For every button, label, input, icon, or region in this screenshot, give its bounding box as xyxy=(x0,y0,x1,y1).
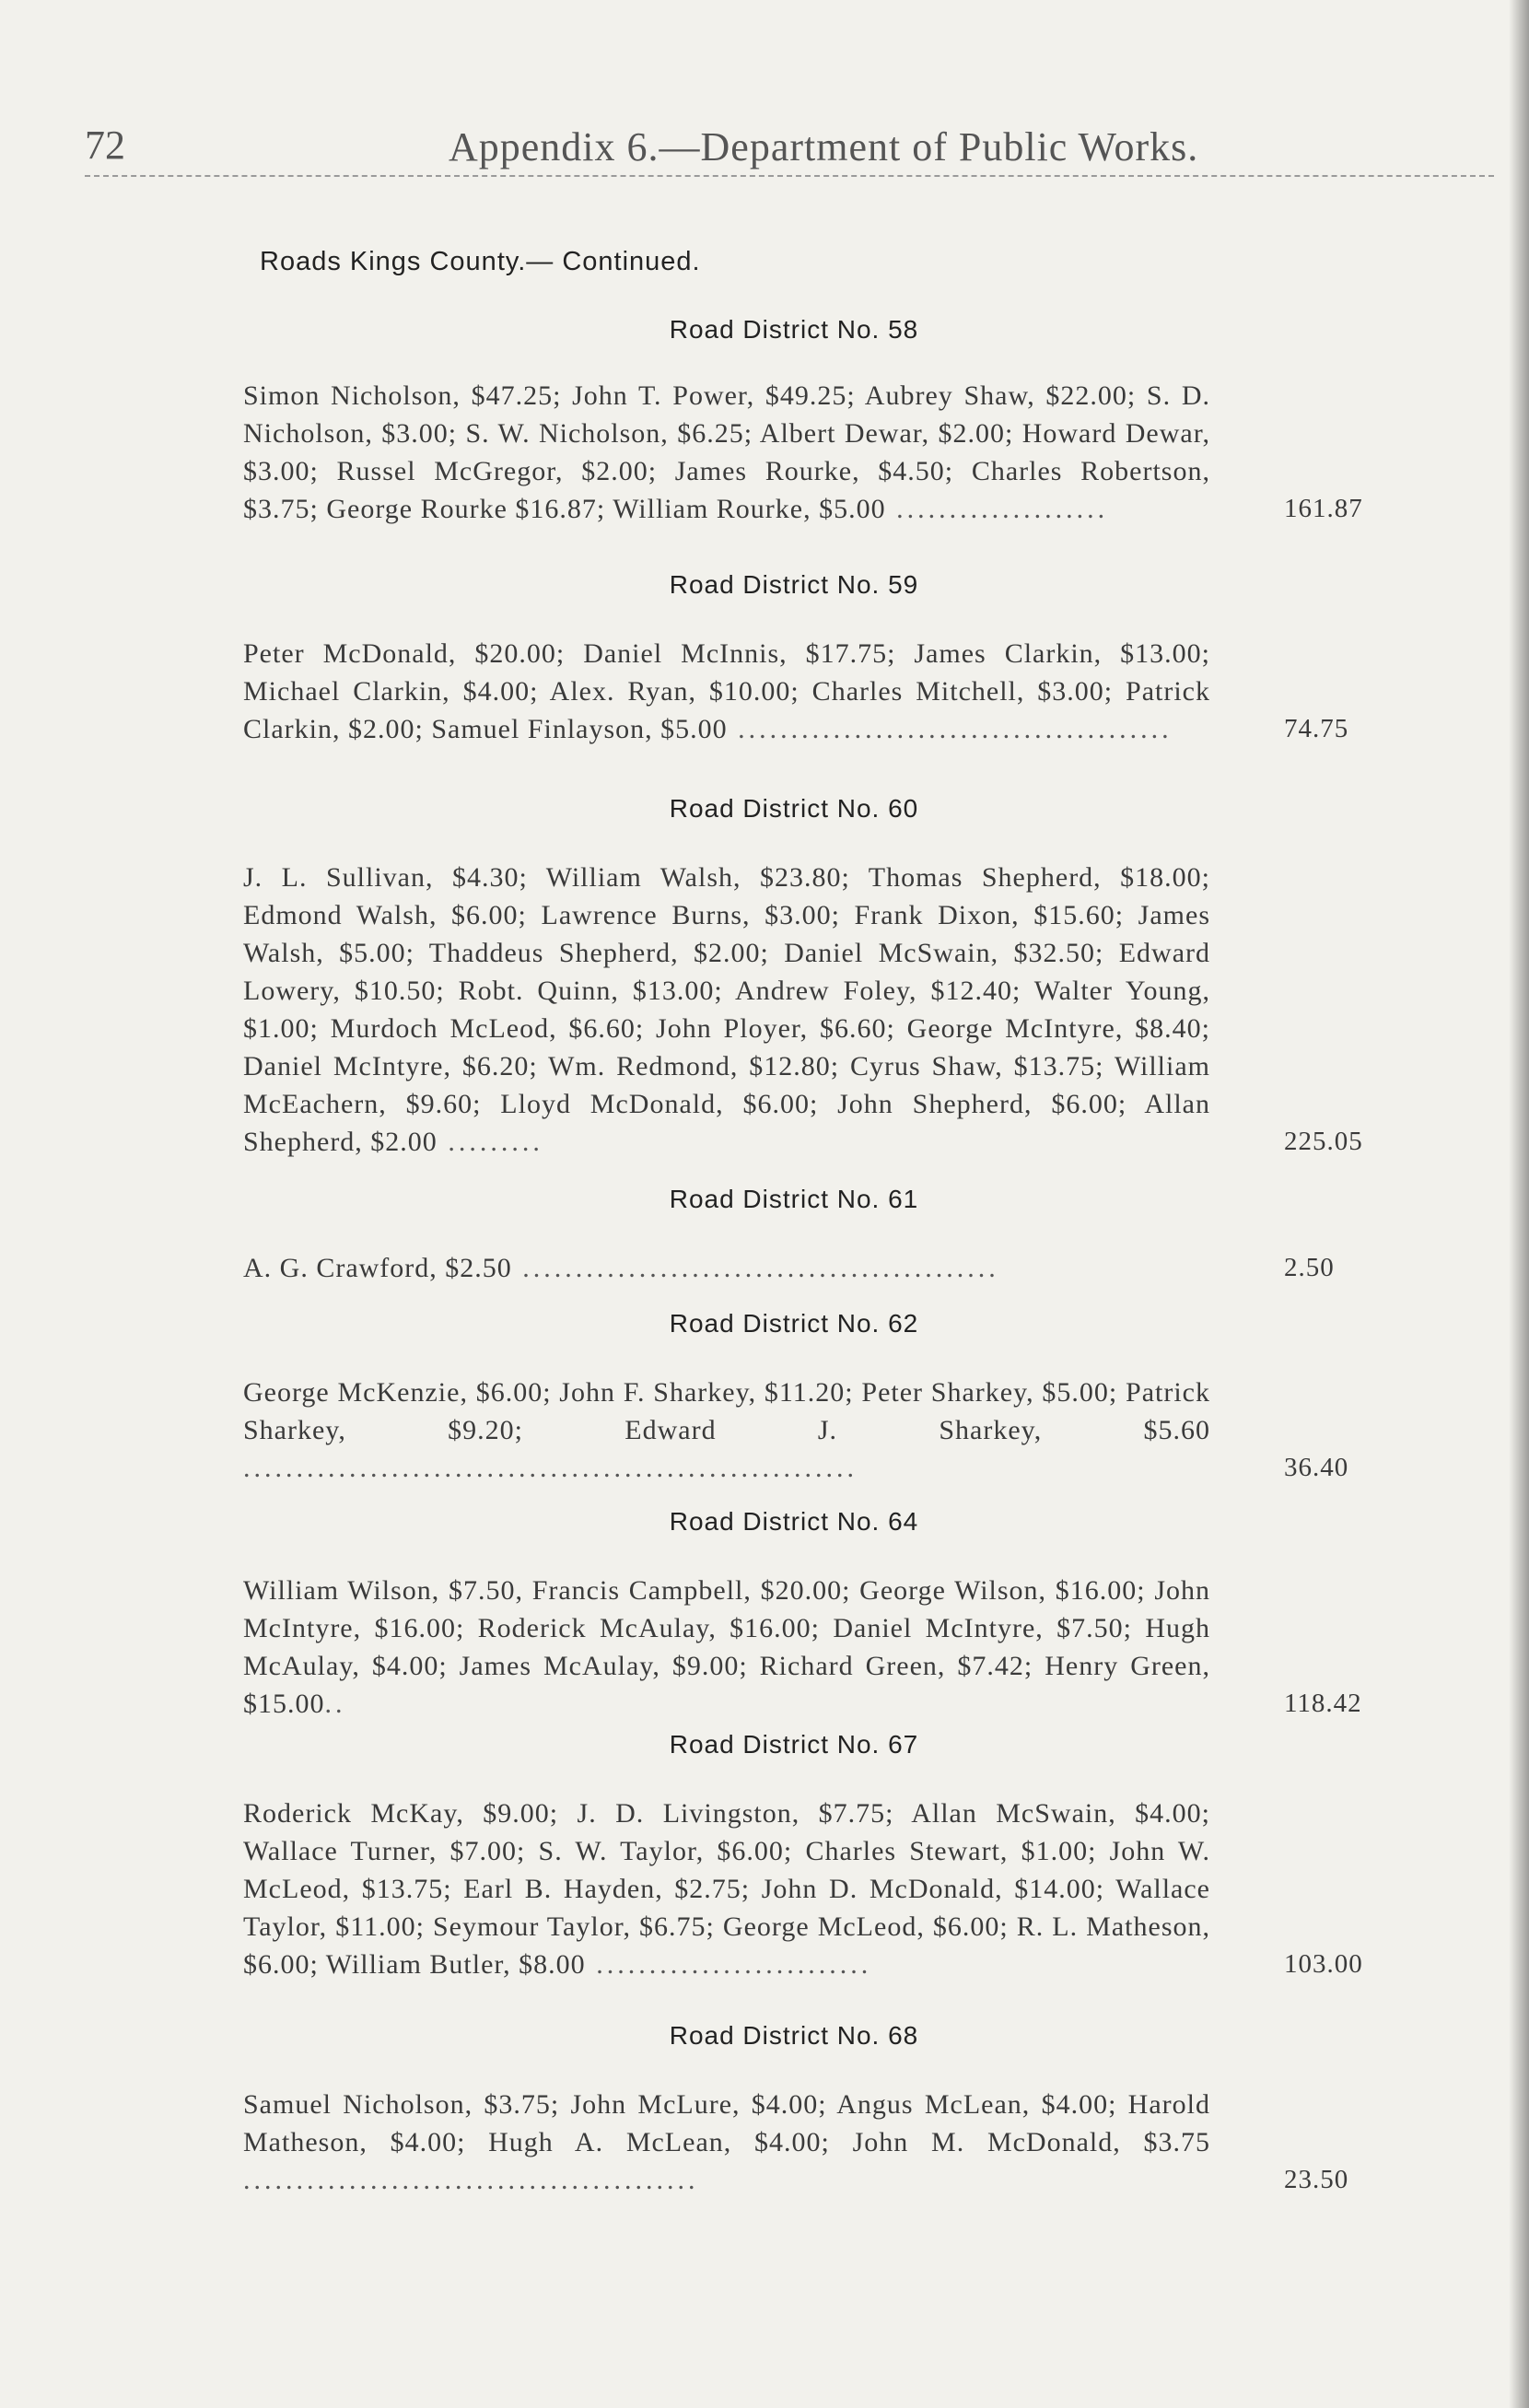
road-district-61 xyxy=(243,1181,1382,1287)
district-text: Peter McDonald, $20.00; Daniel McInnis, $17.75; James Clarkin, $13.00; Michael Clarkin, $4.00; Alex. Ryan, $10.00; Charles Mitchell, $3.00; Patrick Clarkin, $2.00; Samuel Finlayson, $5.00 xyxy=(243,638,1210,744)
district-total: 161.87 xyxy=(1284,494,1363,523)
district-text: Roderick McKay, $9.00; J. D. Livingston, $7.75; Allan McSwain, $4.00; Wallace Turner, $7.00; S. W. Taylor, $6.00; Charles Stewart, $1.00; John W. McLeod, $13.75; Earl B. Hayden, $2.75; John D. McDonald, $14.00; Wallace Taylor, $11.00; Seymour Taylor, $6.75; George McLeod, $6.00; R. L. Matheson, $6.00; William Butler, $8.00 xyxy=(243,1798,1210,1980)
page-edge-shadow xyxy=(1509,0,1529,2408)
section-title: Roads Kings County.— Continued. xyxy=(260,247,701,276)
district-total: 74.75 xyxy=(1284,714,1349,743)
district-heading: Road District No. 68 xyxy=(669,2021,919,2050)
road-district-64 xyxy=(243,1503,1382,1723)
district-heading: Road District No. 67 xyxy=(669,1730,919,1759)
district-entry xyxy=(243,377,1363,528)
district-total: 103.00 xyxy=(1284,1949,1363,1979)
running-head: Appendix 6.—Department of Public Works. xyxy=(449,124,1199,169)
district-heading: Road District No. 64 xyxy=(669,1507,919,1536)
road-district-60 xyxy=(243,790,1382,1161)
district-entry xyxy=(243,635,1349,748)
district-text: J. L. Sullivan, $4.30; William Walsh, $23.80; Thomas Shepherd, $18.00; Edmond Walsh, $6.00; Lawrence Burns, $3.00; Frank Dixon, $15.60; James Walsh, $5.00; Thaddeus Shepherd, $2.00; Daniel McSwain, $32.50; Edward Lowery, $10.50; Robt. Quinn, $13.00; Andrew Foley, $12.40; Walter Young, $1.00; Murdoch McLeod, $6.60; John Ployer, $6.60; George McIntyre, $8.40; Daniel McIntyre, $6.20; Wm. Redmond, $12.80; Cyrus Shaw, $13.75; William McEachern, $9.60; Lloyd McDonald, $6.00; John Shepherd, $6.00; Allan Shepherd, $2.00 xyxy=(243,862,1210,1157)
dot-leader: ............................................. xyxy=(511,1253,999,1283)
district-text: Samuel Nicholson, $3.75; John McLure, $4.00; Angus McLean, $4.00; Harold Matheson, $4.00; Hugh A. McLean, $4.00; John M. McDonald, $3.75 xyxy=(243,2089,1210,2157)
road-district-62 xyxy=(243,1305,1382,1487)
district-text: Simon Nicholson, $47.25; John T. Power, $49.25; Aubrey Shaw, $22.00; S. D. Nicholson, $3.00; S. W. Nicholson, $6.25; Albert Dewar, $2.00; Howard Dewar, $3.00; Russel McGregor, $2.00; James Rourke, $4.50; Charles Robertson, $3.75; George Rourke $16.87; William Rourke, $5.00 xyxy=(243,380,1210,524)
district-entry xyxy=(243,859,1363,1161)
dot-leader: ......... xyxy=(437,1127,543,1157)
district-text: William Wilson, $7.50, Francis Campbell, $20.00; George Wilson, $16.00; John McIntyre, $16.00; Roderick McAulay, $16.00; Daniel McIntyre, $7.50; Hugh McAulay, $4.00; James McAulay, $9.00; Richard Green, $7.42; Henry Green, $15.00 xyxy=(243,1575,1210,1719)
page-header xyxy=(85,112,1494,177)
dot-leader: .................... xyxy=(885,494,1109,524)
district-total: 2.50 xyxy=(1284,1253,1335,1282)
district-entry xyxy=(243,1572,1362,1723)
district-heading: Road District No. 60 xyxy=(669,794,919,823)
district-total: 23.50 xyxy=(1284,2165,1349,2194)
dot-leader: .. xyxy=(324,1689,346,1719)
district-heading: Road District No. 59 xyxy=(669,570,919,599)
dot-leader: ........................................... xyxy=(243,2165,699,2195)
page-number: 72 xyxy=(85,123,125,168)
road-district-68 xyxy=(243,2017,1382,2199)
road-district-58 xyxy=(243,311,1382,528)
district-entry xyxy=(243,1794,1363,1983)
district-entry xyxy=(243,1373,1349,1487)
district-text: A. G. Crawford, $2.50 xyxy=(243,1253,512,1283)
dot-leader: ......................................... xyxy=(727,714,1173,744)
header-rule xyxy=(85,175,1494,177)
district-entry xyxy=(243,1249,1335,1287)
district-total: 118.42 xyxy=(1284,1689,1362,1718)
district-total: 36.40 xyxy=(1284,1453,1349,1482)
road-district-59 xyxy=(243,567,1382,748)
district-heading: Road District No. 62 xyxy=(669,1309,919,1338)
road-district-67 xyxy=(243,1726,1382,1983)
dot-leader: .......................... xyxy=(585,1949,872,1980)
district-heading: Road District No. 61 xyxy=(669,1185,919,1213)
district-entry xyxy=(243,2086,1349,2199)
district-total: 225.05 xyxy=(1284,1127,1363,1156)
district-text: George McKenzie, $6.00; John F. Sharkey, $11.20; Peter Sharkey, $5.00; Patrick Sharkey, $9.20; Edward J. Sharkey, $5.60 xyxy=(243,1377,1210,1445)
district-heading: Road District No. 58 xyxy=(669,315,919,344)
dot-leader: .......................................................... xyxy=(243,1453,858,1483)
